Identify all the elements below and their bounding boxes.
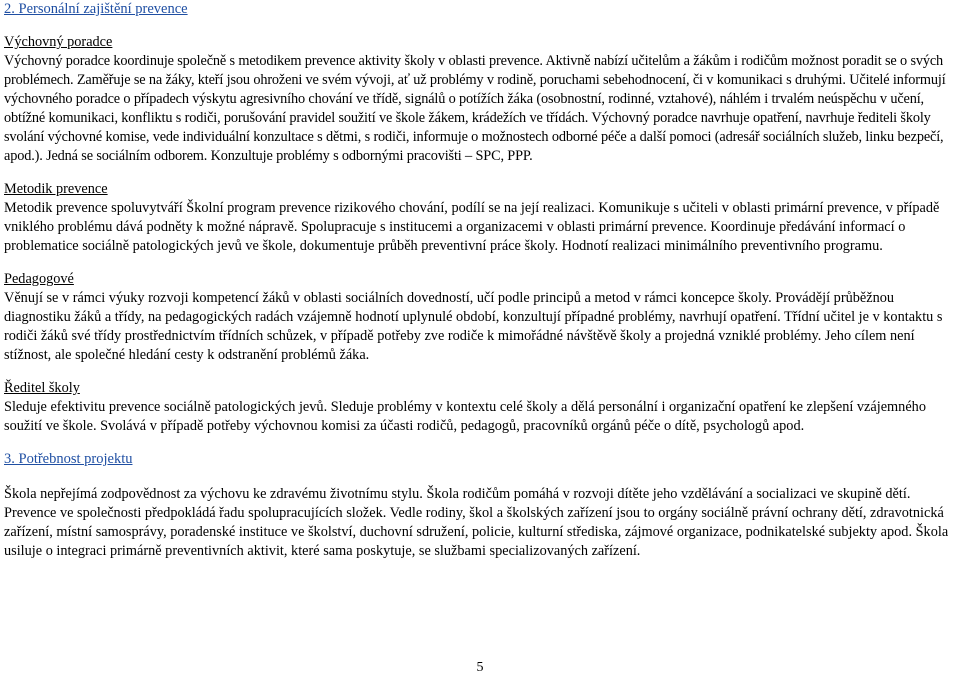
document-page [4, 0, 956, 561]
spacer [4, 365, 956, 379]
spacer [4, 19, 956, 33]
section-text: Sleduje efektivitu prevence sociálně patologických jevů. Sleduje problémy v kontextu celé školy a dělá personální i organizační opatření ke zlepšení vzájemného soužití ve škole. Svolává v případě potřeby výchovnou komisi za účasti rodičů, pedagogů, pracovníků orgánů péče o dítě, psychologů apod. [4, 399, 926, 434]
spacer [4, 436, 956, 450]
section-text: Věnují se v rámci výuky rozvoji kompetencí žáků v oblasti sociálních dovedností, učí podle principů a metod v rámci koncepce školy. Provádějí průběžnou diagnostiku žáků a třídy, na pedagogických radách vzájemně hodnotí uplynulé období, konzultují případné problémy, navrhují opatření. Třídní učitel je v kontaktu s rodiči žáků své třídy prostřednictvím třídních schůzek, v případě potřeby zve rodiče k mimořádné návštěvě školy a projedná vzniklé problémy. Jeho cílem není stížnost, ale společné hledání cesty k odstranění problémů žáka. [4, 290, 943, 363]
section-title: Ředitel školy [4, 380, 80, 396]
section-prevention-methodist [4, 180, 956, 256]
spacer [4, 256, 956, 270]
spacer [4, 166, 956, 180]
project-need-text: Škola nepřejímá zodpovědnost za výchovu ke zdravému životnímu stylu. Škola rodičům pomáhá v rozvoji dítěte jeho vzdělávání a socializaci ve skupině dětí. Prevence ve společnosti předpokládá řadu spolupracujících složek. Vedle rodiny, škol a školských zařízení jsou to orgány sociálně právní ochrany dětí, zdravotnická zařízení, místní samosprávy, poradenské instituce ve školství, duchovní sdružení, policie, kulturní střediska, zájmové organizace, podnikatelské subjekty apod. Škola usiluje o integraci primárně preventivních aktivit, které sama poskytuje, se službami specializovaných zařízení. [4, 486, 949, 559]
section-title: Pedagogové [4, 271, 74, 287]
section-title: Metodik prevence [4, 181, 108, 197]
section-title: Výchovný poradce [4, 34, 113, 50]
heading-personal-prevention[interactable]: 2. Personální zajištění prevence [4, 1, 188, 17]
section-text: Metodik prevence spoluvytváří Školní program prevence rizikového chování, podílí se na její realizaci. Komunikuje s učiteli v oblasti primární prevence, v případě vniklého problému dává podněty k možné nápravě. Spolupracuje s institucemi a organizacemi v oblasti primární prevence. Koordinuje předávání informací o problematice sociálně patologických jevů ve škole, dokumentuje průběh preventivní práce školy. Hodnotí realizaci minimálního preventivního programu. [4, 200, 940, 254]
section-headmaster [4, 379, 956, 436]
section-text: Výchovný poradce koordinuje společně s metodikem prevence aktivity školy v oblasti prevence. Aktivně nabízí učitelům a žákům i rodičům možnost poradit se o svých problémech. Zaměřuje se na žáky, kteří jsou ohroženi ve svém vývoji, ať už problémy v rodině, poruchami sebehodnocení, či v komunikaci s druhými. Učitelé informují výchovného poradce o případech výskytu agresivního chování ve třídě, signálů o potížích žáka (osobnostní, rodinné, vztahové), náhlém i trvalém neúspěchu v učení, obtížné komunikaci, konfliktu s rodiči, porušování pravidel soužití ve škole žákem, krádežích ve třídách. Výchovný poradce navrhuje opatření, navrhuje řediteli školy svolání výchovné komise, vede individuální konzultace s dětmi, s rodiči, informuje o možnostech odborné péče a další pomoci (adresář sociálních služeb, linku bezpečí, apod.). Jedná se sociálním odborem. Konzultuje problémy s odbornými pracovišti – SPC, PPP. [4, 53, 946, 164]
section-educational-advisor [4, 33, 956, 166]
page-number: 5 [476, 660, 484, 675]
heading-project-need[interactable]: 3. Potřebnost projektu [4, 451, 133, 467]
section-teachers [4, 270, 956, 365]
spacer [4, 469, 956, 485]
